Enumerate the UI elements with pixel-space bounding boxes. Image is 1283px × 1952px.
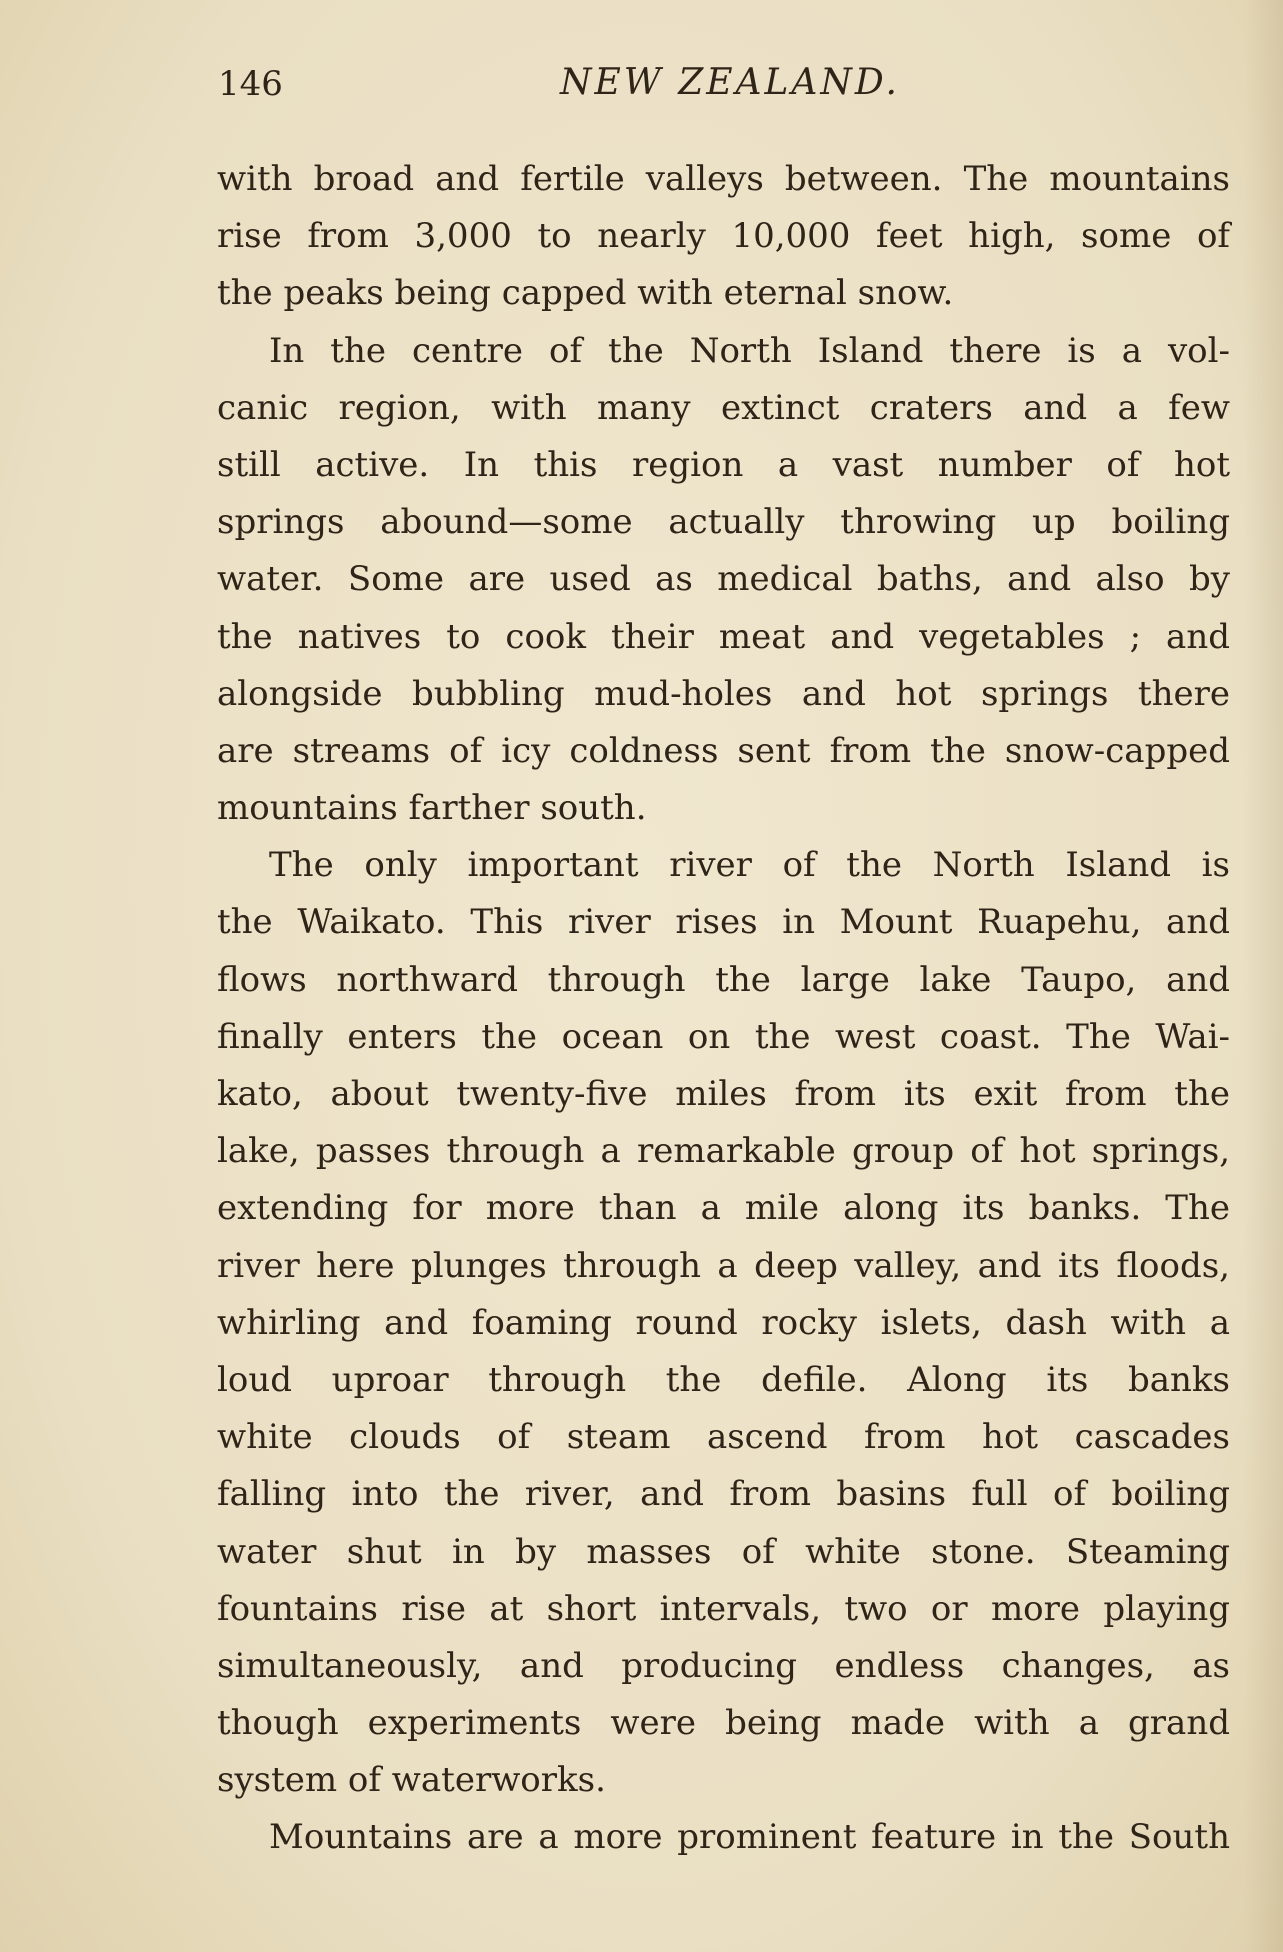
text-line: river here plunges through a deep valley, and its floods, xyxy=(217,1245,1230,1286)
text-line: Mountains are a more prominent feature in the South xyxy=(269,1817,1230,1858)
page-edge-shadow xyxy=(1243,0,1283,1952)
text-line: the natives to cook their meat and vegetables ; and xyxy=(217,616,1230,657)
text-line: springs abound—some actually throwing up boiling xyxy=(217,502,1230,543)
text-line: The only important river of the North Island is xyxy=(269,845,1230,886)
text-line: extending for more than a mile along its banks. The xyxy=(217,1188,1230,1229)
running-head: NEW ZEALAND. xyxy=(560,62,900,103)
text-line: rise from 3,000 to nearly 10,000 feet high, some of xyxy=(217,216,1230,257)
text-line: In the centre of the North Island there is a vol- xyxy=(269,330,1230,371)
text-line: kato, about twenty-five miles from its exit from the xyxy=(217,1074,1230,1114)
text-line: are streams of icy coldness sent from the snow-capped xyxy=(217,730,1230,771)
text-line: the Waikato. This river rises in Mount Ruapehu, and xyxy=(217,902,1230,943)
text-line: white clouds of steam ascend from hot cascades xyxy=(217,1417,1230,1458)
text-line: simultaneously, and producing endless changes, as xyxy=(217,1645,1230,1686)
text-line: whirling and foaming round rocky islets, dash with a xyxy=(217,1302,1230,1343)
text-line: alongside bubbling mud-holes and hot springs there xyxy=(217,673,1230,714)
text-line: water shut in by masses of white stone. Steaming xyxy=(217,1531,1230,1572)
text-line: fountains rise at short intervals, two or more playing xyxy=(217,1588,1230,1629)
text-line: flows northward through the large lake Taupo, and xyxy=(217,959,1230,1000)
text-line: still active. In this region a vast number of hot xyxy=(217,444,1230,485)
text-line: finally enters the ocean on the west coast. The Wai- xyxy=(217,1016,1230,1057)
text-line: system of waterworks. xyxy=(217,1760,606,1801)
text-line: with broad and fertile valleys between. The mountains xyxy=(217,159,1230,199)
text-line: the peaks being capped with eternal snow. xyxy=(217,273,954,314)
text-line: falling into the river, and from basins full of boiling xyxy=(217,1474,1230,1515)
text-line: mountains farther south. xyxy=(217,788,647,829)
text-line: loud uproar through the defile. Along its banks xyxy=(217,1359,1230,1400)
text-line: though experiments were being made with a grand xyxy=(217,1703,1230,1744)
body-text xyxy=(217,151,1230,1867)
page-header xyxy=(0,56,1283,116)
page-number: 146 xyxy=(218,64,283,104)
text-line: canic region, with many extinct craters and a few xyxy=(217,387,1230,428)
text-line: water. Some are used as medical baths, and also by xyxy=(217,559,1230,600)
text-line: lake, passes through a remarkable group of hot springs, xyxy=(217,1131,1230,1172)
